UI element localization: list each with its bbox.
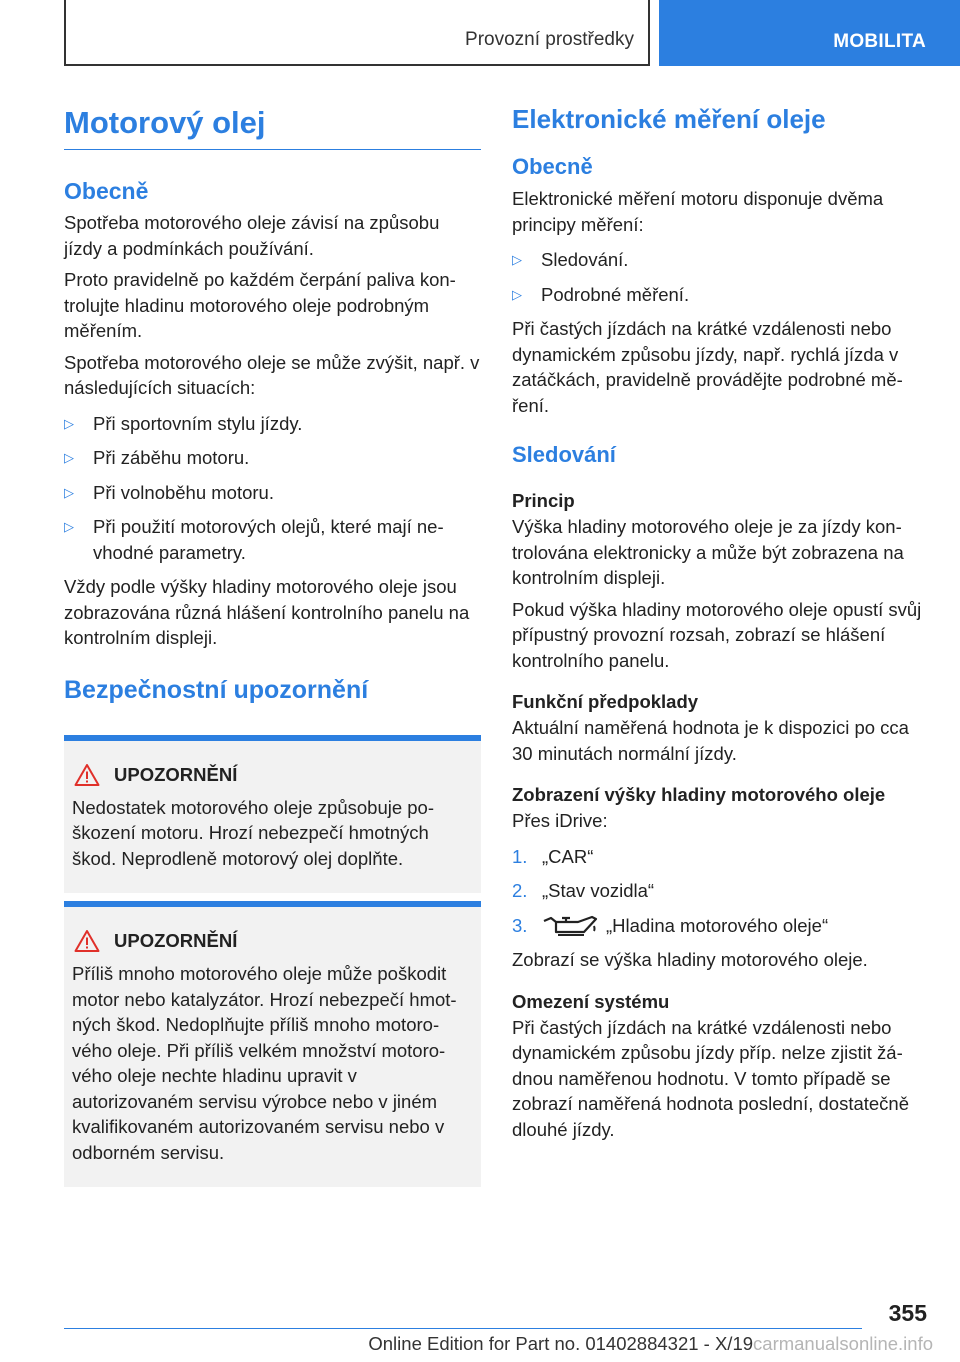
paragraph: Vždy podle výšky hladiny motorového oleje jsou zobrazována různá hlášení kontrolního panelu na kontrolním displeji. — [64, 576, 470, 648]
subheading: Princip — [512, 490, 575, 511]
list-item: ▷ Při volnoběhu motoru. — [64, 480, 481, 506]
list-item: 1. „CAR“ — [512, 845, 594, 867]
oil-can-icon — [542, 914, 598, 936]
monitoring-heading: Sledování — [512, 442, 616, 467]
footer-divider — [64, 1328, 862, 1329]
numbered-list — [512, 844, 932, 939]
list-item: ▷ Při použití motorových olejů, které mají nevhodné parametry. — [64, 516, 444, 563]
paragraph: Při častých jízdách na krátké vzdálenosti nebo dynamickém způsobu jízdy, např. rychlá jízda v zatáčkách, pravidelně provádějte podrobné měření. — [512, 318, 903, 416]
left-column — [64, 100, 481, 1187]
list-item: ▷ Při sportovním stylu jízdy. — [64, 411, 481, 437]
warning-text: Nedostatek motorového oleje způsobuje poškození motoru. Hrozí nebezpečí hmotných škod. Neprodleně motorový olej doplňte. — [72, 796, 435, 869]
warning-triangle-icon — [74, 763, 100, 787]
subheading: Zobrazení výšky hladiny motorového oleje — [512, 784, 886, 805]
warning-text: Příliš mnoho motorového oleje může poškodit motor nebo katalyzátor. Hrozí nebezpečí hmotných škod. Nedoplňujte příliš mnoho motorového oleje. Při příliš velkém množství motorového oleje nechte hladinu upravit v autorizovaném servisu výrobce nebo v jiném kvalifikovaném autorizovaném servisu nebo v odborném servisu. — [72, 963, 457, 1163]
page-number: 355 — [888, 1300, 927, 1326]
triangle-bullet-icon: ▷ — [512, 286, 522, 302]
paragraph: Přes iDrive: — [512, 810, 608, 831]
paragraph: Pokud výška hladiny motorového oleje opustí svůj přípustný provozní rozsah, zobrazí se hlášení kontrolního panelu. — [512, 598, 922, 671]
subheading: Omezení systému — [512, 990, 670, 1012]
list-item: ▷ Při záběhu motoru. — [64, 445, 481, 471]
list-item: 2. „Stav vozidla“ — [512, 880, 655, 901]
warning-label: UPOZORNĚNÍ — [114, 763, 238, 785]
list-item: 3. „Hladina motorového oleje“ — [512, 914, 829, 936]
bullet-list — [512, 247, 932, 307]
safety-heading: Bezpečnostní upozornění — [64, 675, 369, 704]
warning-box — [64, 735, 481, 894]
warning-label: UPOZORNĚNÍ — [114, 930, 238, 951]
paragraph: Spotřeba motorového oleje se může zvýšit, např. v následujících situacích: — [64, 351, 480, 398]
triangle-bullet-icon: ▷ — [64, 484, 74, 500]
header-section-box — [64, 0, 650, 66]
paragraph: Výška hladiny motorového oleje je za jízdy kontrolována elektronicky a může být zobrazena na kontrolním displeji. — [512, 516, 904, 588]
general-heading: Obecně — [64, 178, 149, 204]
header-chapter-box — [659, 0, 960, 66]
paragraph: Aktuální naměřená hodnota je k dispozici po cca 30 minutách normální jízdy. — [512, 717, 909, 764]
header-section-title: Provozní prostředky — [465, 29, 634, 50]
subheading: Funkční předpoklady — [512, 691, 699, 712]
triangle-bullet-icon: ▷ — [64, 450, 74, 465]
paragraph: Elektronické měření motoru disponuje dvěma principy měření: — [512, 188, 884, 235]
triangle-bullet-icon: ▷ — [64, 415, 74, 431]
header-chapter-title: MOBILITA — [833, 31, 926, 52]
bullet-list — [64, 411, 481, 566]
warning-triangle-icon — [74, 929, 100, 953]
general-heading: Obecně — [512, 154, 593, 179]
watermark: carmanualsonline.info — [753, 1333, 933, 1354]
page-title: Motorový olej — [64, 100, 481, 150]
triangle-bullet-icon: ▷ — [64, 519, 74, 534]
paragraph: Spotřeba motorového oleje závisí na způsobu jízdy a podmínkách používání. — [64, 212, 440, 259]
section-title: Elektronické měření oleje — [512, 104, 826, 134]
right-column — [512, 100, 932, 1148]
footer-edition: Online Edition for Part no. 01402884321 - X/19carmanualsonline.info — [368, 1333, 933, 1354]
list-item: ▷ Podrobné měření. — [512, 282, 932, 308]
paragraph: Při častých jízdách na krátké vzdálenosti nebo dynamickém způsobu jízdy příp. nelze zjistit žádnou naměřenou hodnotu. V tomto případě se zobrazí naměřená hodnota poslední, dostatečně dlouhé jízdy. — [512, 1016, 910, 1140]
paragraph: Zobrazí se výška hladiny motorového oleje. — [512, 949, 868, 970]
triangle-bullet-icon: ▷ — [512, 252, 522, 267]
paragraph: Proto pravidelně po každém čerpání paliva kontrolujte hladinu motorového oleje podrobným měřením. — [64, 269, 456, 341]
list-item: ▷ Sledování. — [512, 247, 932, 273]
warning-box — [64, 901, 481, 1187]
